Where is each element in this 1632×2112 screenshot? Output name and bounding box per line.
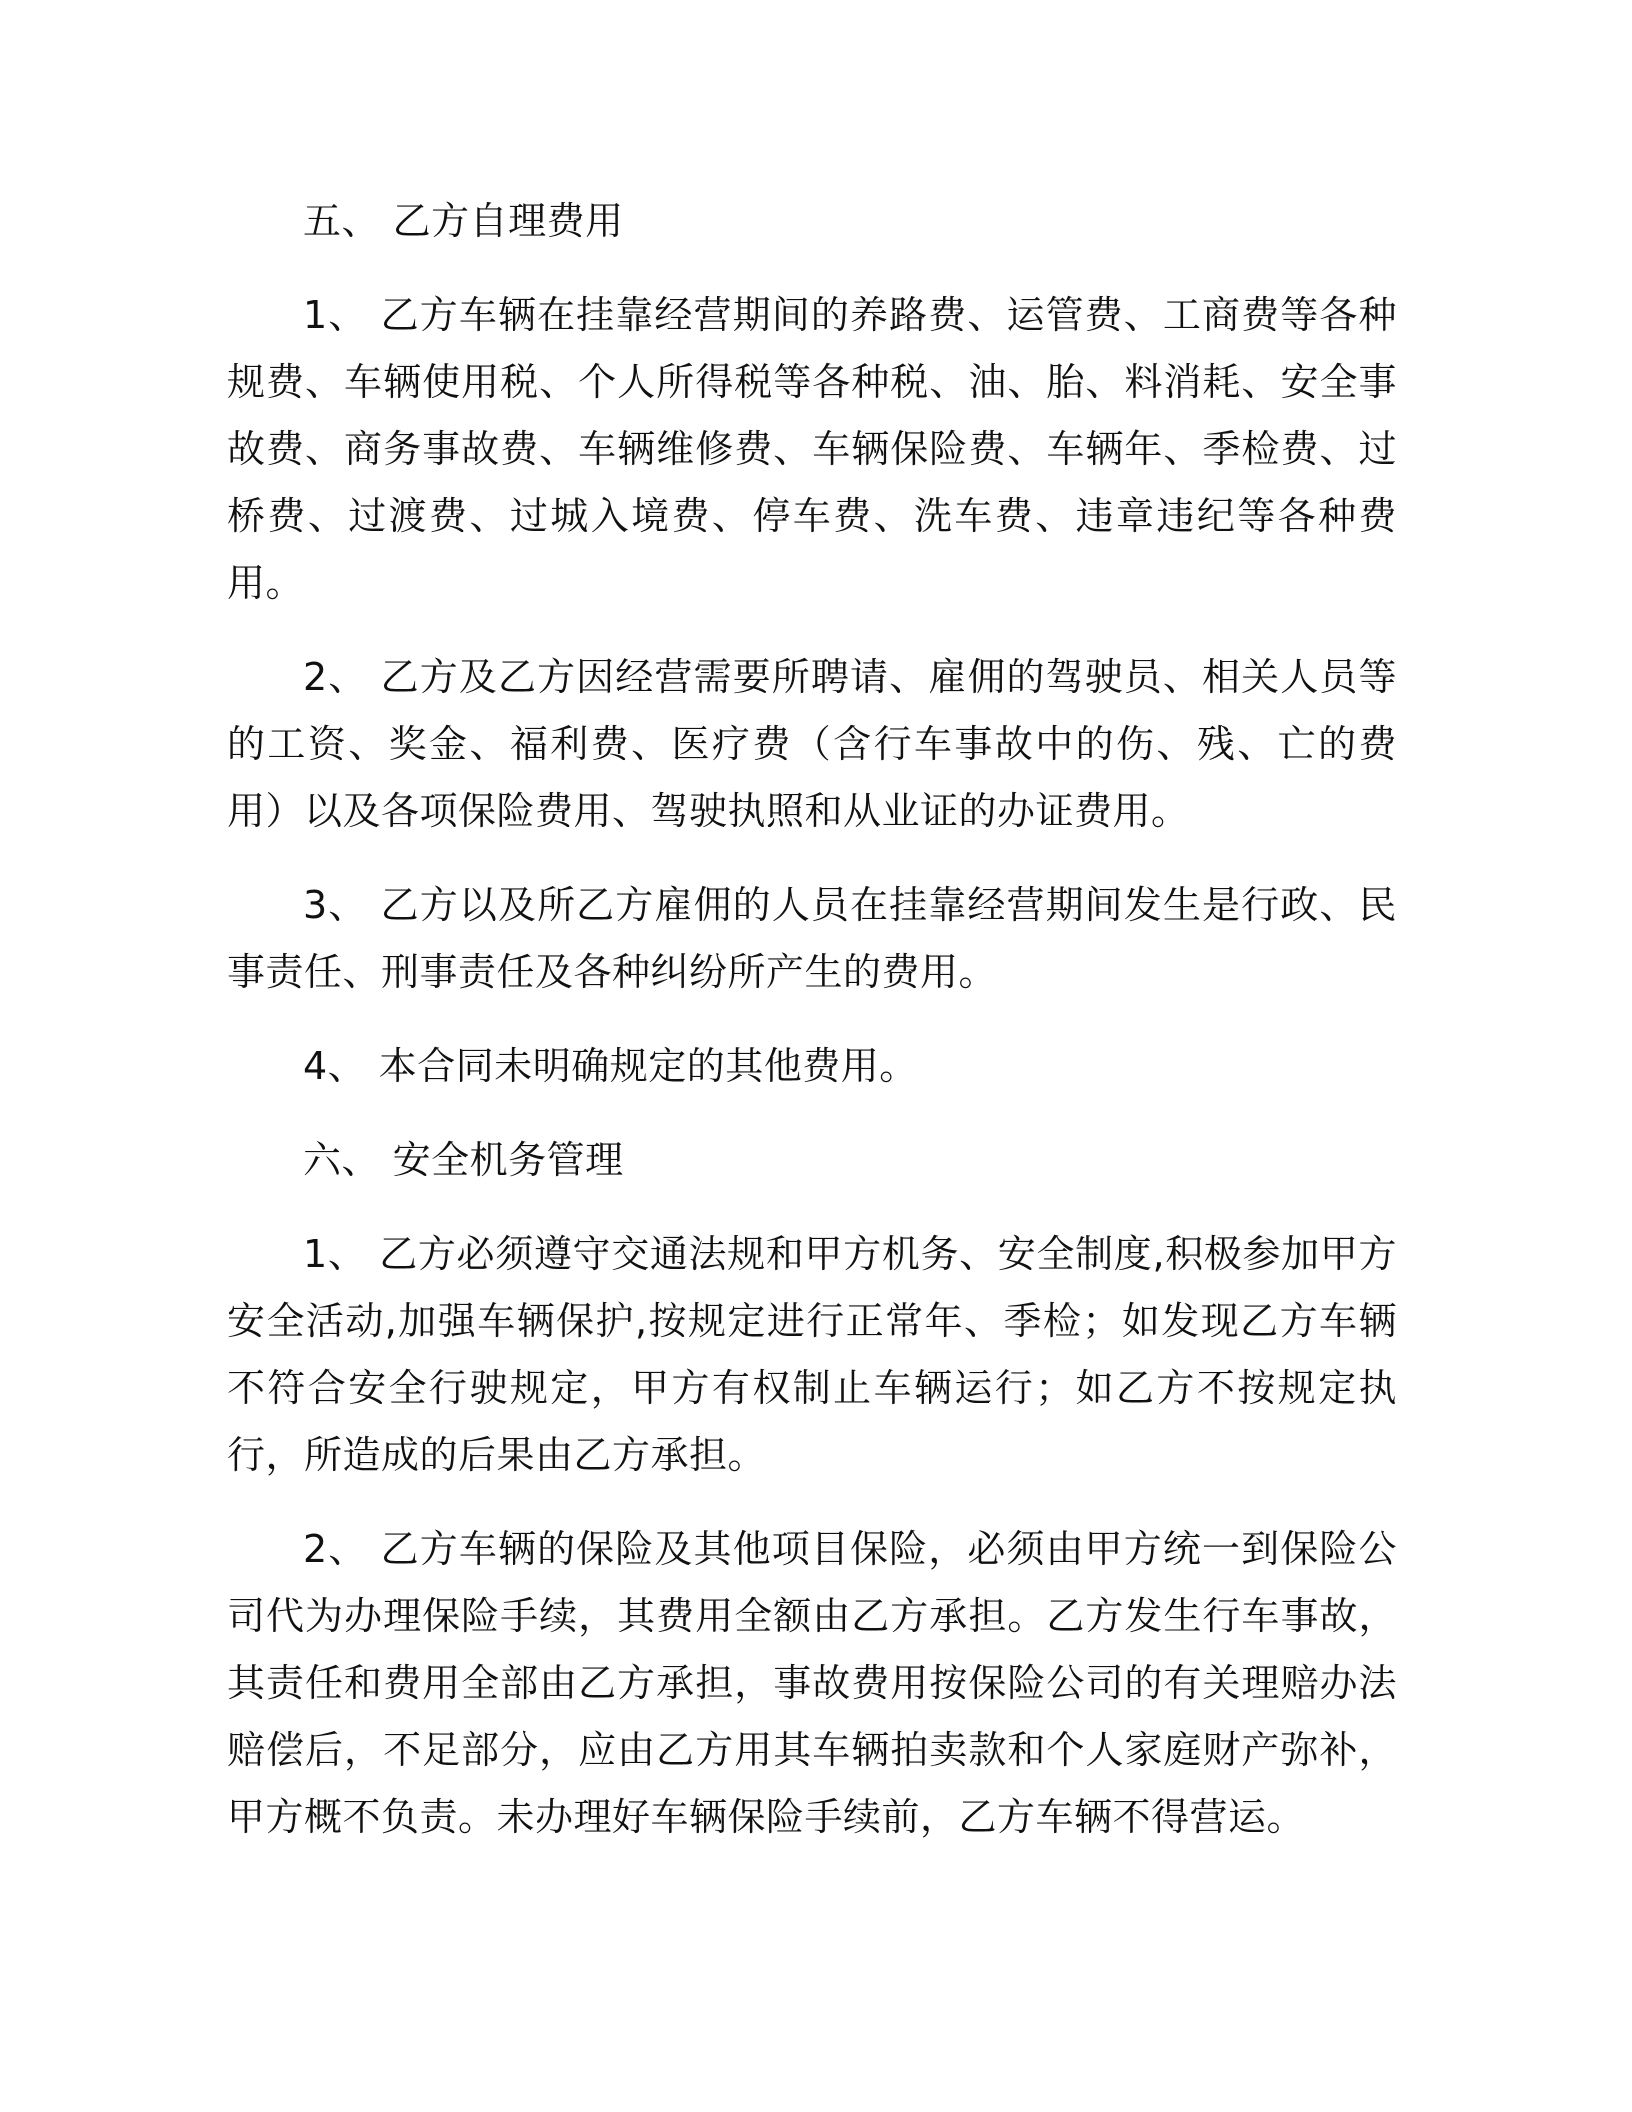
section-6-heading: 六、 安全机务管理 (303, 1138, 624, 1182)
section-5-item-3: 3、 乙方以及所乙方雇佣的人员在挂靠经营期间发生是行政、民事责任、刑事责任及各种纠纷所产生的费用。 (227, 883, 1397, 994)
section-5-item-1: 1、 乙方车辆在挂靠经营期间的养路费、运管费、工商费等各种规费、车辆使用税、个人所得税等各种税、油、胎、料消耗、安全事故费、商务事故费、车辆维修费、车辆保险费、车辆年、季检费、过桥费、过渡费、过城入境费、停车费、洗车费、违章违纪等各种费用。 (227, 293, 1397, 605)
section-5-item-4: 4、 本合同未明确规定的其他费用。 (303, 1044, 918, 1088)
section-5-heading: 五、 乙方自理费用 (303, 199, 624, 243)
section-6-item-2: 2、 乙方车辆的保险及其他项目保险，必须由甲方统一到保险公司代为办理保险手续，其费用全额由乙方承担。乙方发生行车事故，其责任和费用全部由乙方承担，事故费用按保险公司的有关理赔办法赔偿后，不足部分，应由乙方用其车辆拍卖款和个人家庭财产弥补，甲方概不负责。未办理好车辆保险手续前，乙方车辆不得营运。 (227, 1527, 1397, 1839)
section-6-item-1: 1、 乙方必须遵守交通法规和甲方机务、安全制度,积极参加甲方安全活动,加强车辆保护,按规定进行正常年、季检；如发现乙方车辆不符合安全行驶规定，甲方有权制止车辆运行；如乙方不按规定执行，所造成的后果由乙方承担。 (227, 1232, 1397, 1477)
section-5-item-2: 2、 乙方及乙方因经营需要所聘请、雇佣的驾驶员、相关人员等的工资、奖金、福利费、医疗费（含行车事故中的伤、残、亡的费用）以及各项保险费用、驾驶执照和从业证的办证费用。 (227, 655, 1397, 833)
document-body (227, 188, 1397, 1878)
